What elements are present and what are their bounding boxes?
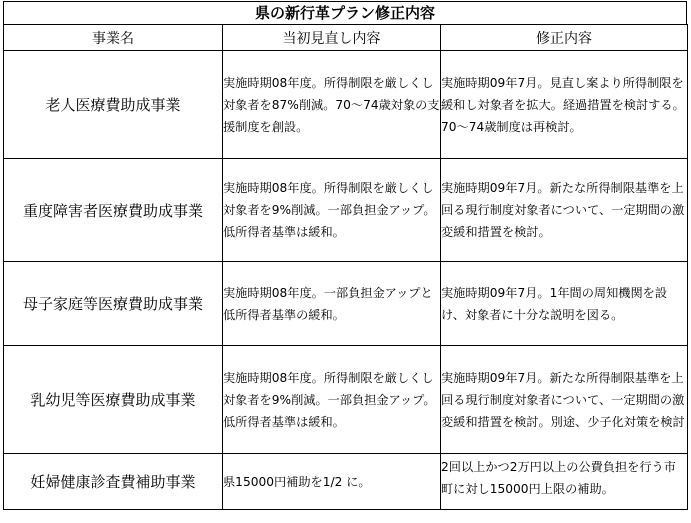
table-title: 県の新行革プラン修正内容 xyxy=(3,1,687,25)
revision-table xyxy=(3,24,688,510)
header-row xyxy=(4,25,688,51)
row-name: 妊婦健康診査費補助事業 xyxy=(4,454,223,510)
header-revised: 修正内容 xyxy=(441,25,688,51)
row-initial: 実施時期08年度。所得制限を厳しくし対象者を9%削減。一部負担金アップ。低所得者基準は緩和。 xyxy=(223,159,441,262)
table-row xyxy=(4,454,688,510)
row-initial: 県15000円補助を1/2 に。 xyxy=(223,454,441,510)
table-row xyxy=(4,51,688,159)
row-revised: 2回以上かつ2万円以上の公費負担を行う市町に対し15000円上限の補助。 xyxy=(441,454,688,510)
row-initial: 実施時期08年度。一部負担金アップと低所得者基準の緩和。 xyxy=(223,262,441,346)
table-row xyxy=(4,159,688,262)
row-name: 乳幼児等医療費助成事業 xyxy=(4,346,223,454)
row-name: 老人医療費助成事業 xyxy=(4,51,223,159)
row-initial: 実施時期08年度。所得制限を厳しくし対象者を87%削減。70～74歳対象の支援制度を創設。 xyxy=(223,51,441,159)
header-name: 事業名 xyxy=(4,25,223,51)
row-name: 母子家庭等医療費助成事業 xyxy=(4,262,223,346)
row-initial: 実施時期08年度。所得制限を厳しくし対象者を9%削減。一部負担金アップ。低所得者基準は緩和。 xyxy=(223,346,441,454)
header-initial: 当初見直し内容 xyxy=(223,25,441,51)
row-revised: 実施時期09年7月。見直し案より所得制限を緩和し対象者を拡大。経過措置を検討する。70～74歳制度は再検討。 xyxy=(441,51,688,159)
table-row xyxy=(4,346,688,454)
row-name: 重度障害者医療費助成事業 xyxy=(4,159,223,262)
table-row xyxy=(4,262,688,346)
row-revised: 実施時期09年7月。1年間の周知機関を設け、対象者に十分な説明を図る。 xyxy=(441,262,688,346)
row-revised: 実施時期09年7月。新たな所得制限基準を上回る現行制度対象者について、一定期間の激変緩和措置を検討。別途、少子化対策を検討 xyxy=(441,346,688,454)
row-revised: 実施時期09年7月。新たな所得制限基準を上回る現行制度対象者について、一定期間の激変緩和措置を検討。 xyxy=(441,159,688,262)
